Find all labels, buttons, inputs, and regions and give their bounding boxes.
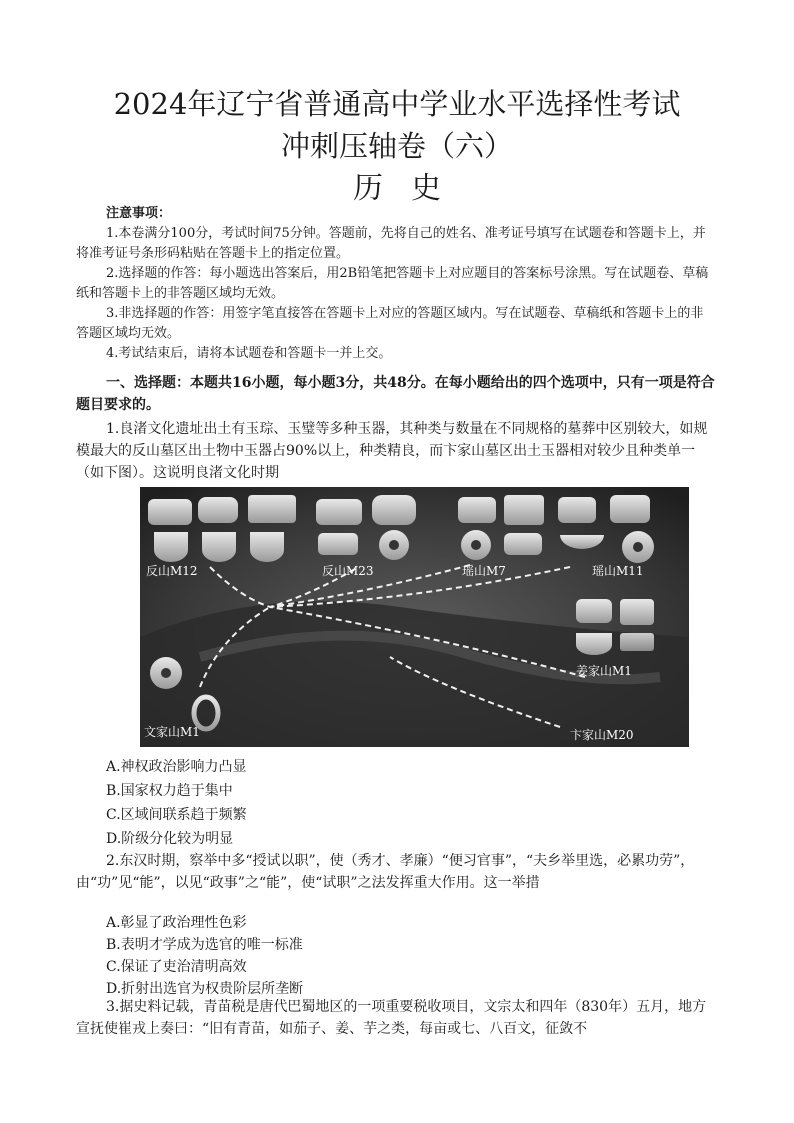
question-1-text: 1.良渚文化遗址出土有玉琮、玉璧等多种玉器，其种类与数量在不同规格的墓葬中区别较大，如规模最大的反山墓区出土物中玉器占90%以上，种类精良，而卞家山墓区出土玉器相对较少且种类单一（如下图）。这说明良渚文化时期 [76, 421, 708, 481]
exam-title: 2024年辽宁省普通高中学业水平选择性考试 [113, 87, 681, 121]
q1-option-d[interactable]: D.阶级分化较为明显 [106, 831, 234, 847]
note-item: 2.选择题的作答：每小题选出答案后，用2B铅笔把答题卡上对应题目的答案标号涂黑。写在试题卷、草稿纸和答题卡上的非答题区域均无效。 [76, 266, 709, 301]
section-heading-text: 一、选择题：本题共16小题，每小题3分，共48分。在每小题给出的四个选项中，只有一项是符合题目要求的。 [76, 375, 715, 413]
site-label: 文家山M1 [144, 725, 200, 739]
notes-list [76, 224, 716, 364]
site-label: 瑶山M11 [592, 564, 644, 578]
note-item: 3.非选择题的作答：用签字笔直接答在答题卡上对应的答题区域内。写在试题卷、草稿纸和答题卡上的非答题区域均无效。 [76, 306, 704, 341]
q1-option-c[interactable]: C.区域间联系趋于频繁 [106, 807, 247, 823]
q1-option-a[interactable]: A.神权政治影响力凸显 [106, 759, 247, 775]
q2-option-d[interactable]: D.折射出选官为权贵阶层所垄断 [106, 981, 304, 997]
note-item: 4.考试结束后，请将本试题卷和答题卡一并上交。 [106, 346, 392, 361]
question-2-text: 2.东汉时期，察举中多“授试以职”，使（秀才、孝廉）“便习官事”，“夫乡举里选，必累功劳”，由“功”见“能”，以见“政事”之“能”，使“试职”之法发挥重大作用。这一举措 [76, 853, 695, 891]
q2-option-a[interactable]: A.彰显了政治理性色彩 [106, 915, 247, 931]
subject-title: 历史 [353, 171, 469, 206]
notes-heading: 注意事项： [106, 206, 172, 221]
question-3-stem [76, 996, 716, 1040]
site-label: 瑶山M7 [462, 564, 506, 578]
note-item: 1.本卷满分100分，考试时间75分钟。答题前，先将自己的姓名、准考证号填写在试题卷和答题卡上，并将准考证号条形码粘贴在答题卡上的指定位置。 [76, 226, 706, 261]
exam-subtitle: 冲刺压轴卷（六） [280, 129, 513, 163]
section-heading [76, 372, 716, 416]
q2-option-c[interactable]: C.保证了吏治清明高效 [106, 959, 247, 975]
question-1-stem [76, 418, 716, 484]
site-label: 反山M12 [146, 564, 198, 578]
q1-option-b[interactable]: B.国家权力趋于集中 [106, 783, 233, 799]
site-label: 卞家山M20 [570, 728, 634, 742]
question-3-text: 3.据史料记载，青苗税是唐代巴蜀地区的一项重要税收项目，文宗太和四年（830年）五月，地方宣抚使崔戎上奏曰：“旧有青苗，如茄子、姜、芋之类，每亩或七、八百文，征敛不 [76, 999, 707, 1037]
jade-artifacts-photo [140, 487, 689, 747]
site-label: 姜家山M1 [576, 664, 632, 678]
site-label: 反山M23 [322, 564, 374, 578]
question-2-stem [76, 850, 716, 894]
q2-option-b[interactable]: B.表明才学成为选官的唯一标准 [106, 937, 303, 953]
